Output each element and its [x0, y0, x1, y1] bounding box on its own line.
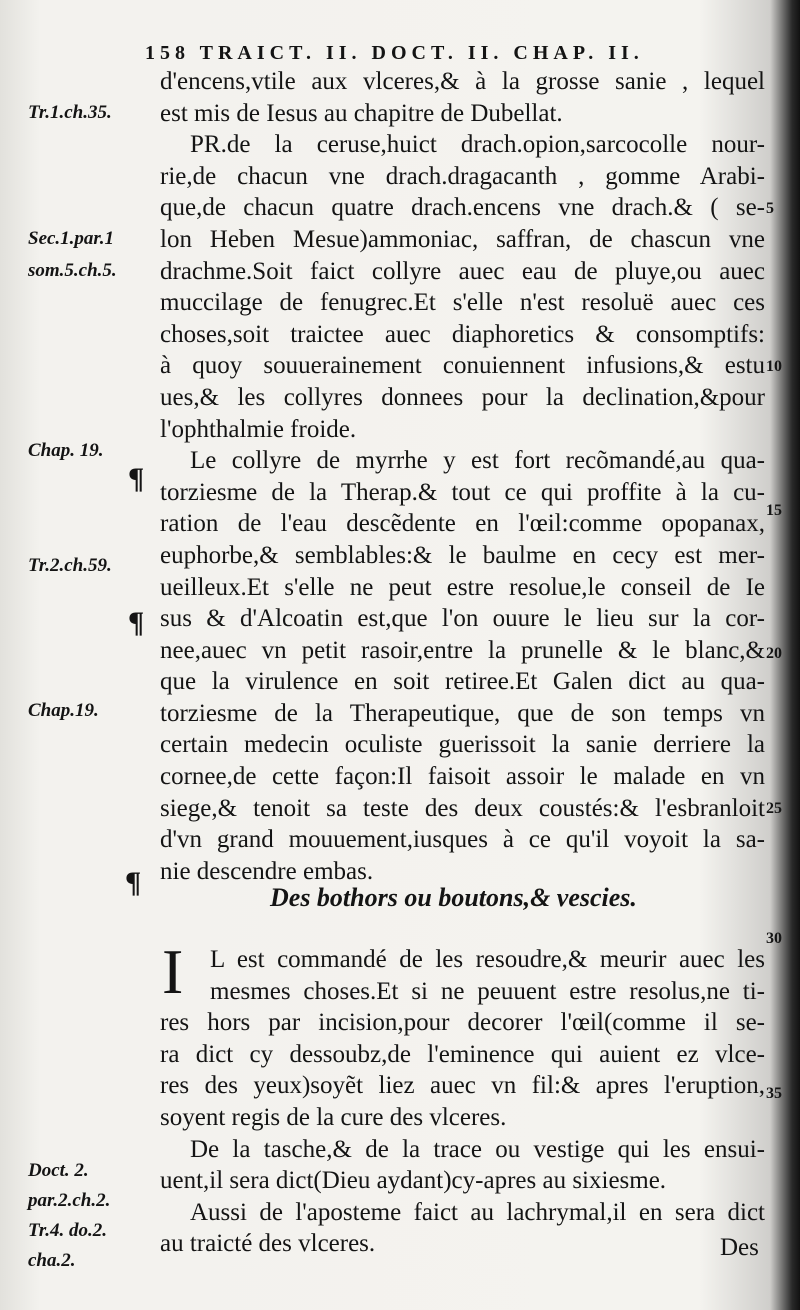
text-line: à quoy souuerainement conuiennent infusions,& estu — [160, 352, 765, 380]
text-line: est mis de Iesus au chapitre de Dubellat. — [160, 99, 563, 127]
text-line: muccilage de fenugrec.Et s'elle n'est resoluë auec ces — [160, 289, 765, 317]
text-line: sus & d'Alcoatin est,que l'on ouure le lieu sur la cor- — [160, 605, 765, 633]
text-line: d'vn grand mouuement,iusques à ce qu'il voyoit la sa- — [160, 826, 765, 854]
section-heading: Des bothors ou boutons,& vescies. — [270, 883, 637, 912]
margin-note: Doct. 2. — [28, 1160, 89, 1181]
text-line: siege,& tenoit sa teste des deux coustés:& l'esbranloit — [160, 794, 765, 822]
text-line: euphorbe,& semblables:& le baulme en cecy est mer- — [160, 541, 765, 569]
text-line: Aussi de l'aposteme faict au lachrymal,il en sera dict — [190, 1198, 765, 1226]
text-line: torziesme de la Therapeutique, que de son temps vn — [160, 699, 765, 727]
main-text-block-2 — [160, 944, 765, 1260]
text-line: mesmes choses.Et si ne peuuent estre resolus,ne ti- — [210, 977, 765, 1005]
text-line: uent,il sera dict(Dieu aydant)cy-apres au sixiesme. — [160, 1167, 667, 1195]
text-line: ues,& les collyres donnees pour la declination,&pour — [160, 383, 765, 411]
line-number: 5 — [766, 200, 774, 217]
pilcrow-mark: ¶ — [128, 462, 145, 495]
margin-note: Tr.4. do.2. — [28, 1220, 107, 1241]
text-line: res hors par incision,pour decorer l'œil(comme il se- — [160, 1009, 765, 1037]
line-number: 25 — [766, 800, 782, 817]
margin-note: cha.2. — [28, 1250, 76, 1271]
text-line: L est commandé de les resoudre,& meurir auec les — [210, 946, 765, 973]
pilcrow-mark: ¶ — [125, 866, 142, 899]
text-line: choses,soit traictee auec diaphoretics & consomptifs: — [160, 320, 765, 348]
margin-note: Chap.19. — [28, 700, 99, 721]
text-line: Le collyre de myrrhe y est fort recõmandé,au qua- — [190, 447, 765, 475]
text-line: nee,auec vn petit rasoir,entre la prunelle & le blanc,& — [160, 636, 765, 664]
drop-cap: I — [162, 936, 184, 1007]
catchword: Des — [720, 1234, 759, 1261]
line-number: 15 — [766, 502, 782, 519]
line-number: 35 — [766, 1085, 782, 1102]
text-line: ra dict cy dessoubz,de l'eminence qui auient ez vlce- — [160, 1040, 765, 1068]
line-number: 10 — [766, 358, 782, 375]
text-line: rie,de chacun vne drach.dragacanth , gomme Arabi- — [160, 162, 765, 190]
margin-note: Tr.2.ch.59. — [28, 555, 112, 576]
margin-note: par.2.ch.2. — [28, 1190, 111, 1211]
text-line: res des yeux)soyẽt liez auec vn fil:& apres l'eruption, — [160, 1072, 765, 1100]
text-line: au traicté des vlceres. — [160, 1230, 376, 1258]
text-line: certain medecin oculiste guerissoit la sanie derriere la — [160, 731, 765, 759]
text-line: De la tasche,& de la trace ou vestige qui les ensui- — [190, 1135, 765, 1163]
line-number: 20 — [766, 645, 782, 662]
text-line: torziesme de la Therap.& tout ce qui proffite à la cu- — [160, 478, 765, 506]
margin-note: Sec.1.par.1 — [28, 228, 115, 249]
text-line: d'encens,vtile aux vlceres,& à la grosse sanie , lequel — [160, 68, 765, 95]
text-line: cornee,de cette façon:Il faisoit assoir le malade en vn — [160, 763, 765, 791]
margin-note: som.5.ch.5. — [28, 260, 117, 281]
text-line: l'ophthalmie froide. — [160, 415, 357, 443]
line-number: 30 — [766, 930, 782, 947]
running-head: 158 TRAICT. II. DOCT. II. CHAP. II. — [145, 42, 644, 64]
margin-note: Tr.1.ch.35. — [28, 102, 112, 123]
text-line: ueilleux.Et s'elle ne peut estre resolue,le conseil de Ie — [160, 573, 765, 601]
pilcrow-mark: ¶ — [128, 606, 145, 639]
text-line: que,de chacun quatre drach.encens vne drach.& ( se- — [160, 194, 765, 222]
text-line: ration de l'eau descẽdente en l'œil:comme opopanax, — [160, 510, 765, 538]
text-line: PR.de la ceruse,huict drach.opion,sarcocolle nour- — [190, 131, 765, 159]
text-line: soyent regis de la cure des vlceres. — [160, 1103, 507, 1131]
text-line: que la virulence en soit retiree.Et Galen dict au qua- — [160, 668, 765, 696]
text-line: nie descendre embas. — [160, 857, 374, 885]
text-line: drachme.Soit faict collyre auec eau de pluye,ou auec — [160, 257, 765, 285]
margin-note: Chap. 19. — [28, 440, 104, 461]
text-line: lon Heben Mesue)ammoniac, saffran, de chascun vne — [160, 225, 765, 253]
main-text-block-1 — [160, 66, 765, 887]
